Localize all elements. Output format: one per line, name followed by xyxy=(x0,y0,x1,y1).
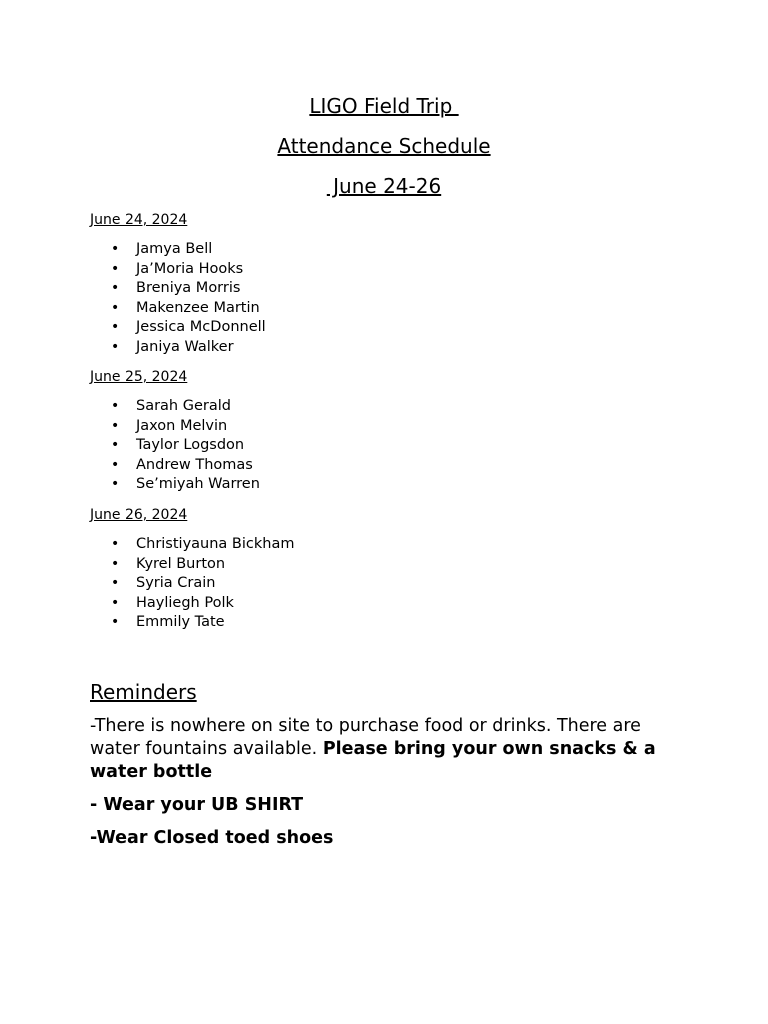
attendee-item: • Jamya Bell xyxy=(90,240,266,260)
attendee-item: • Breniya Morris xyxy=(90,279,266,299)
title-line-3: June 24-26 xyxy=(326,174,442,198)
attendee-item: • Andrew Thomas xyxy=(90,456,260,476)
reminder-food-bold-text: Please bring your own snacks & a water bottle xyxy=(90,739,656,782)
attendee-item: • Makenzee Martin xyxy=(90,299,266,319)
attendee-item: • Se’miyah Warren xyxy=(90,475,260,495)
reminder-shoes-text: -Wear Closed toed shoes xyxy=(90,828,334,848)
attendee-list-june-24 xyxy=(90,240,266,358)
attendee-item: • Christiyauna Bickham xyxy=(90,535,294,555)
date-heading-june-25: June 25, 2024 xyxy=(90,369,188,385)
reminder-food xyxy=(90,715,690,784)
reminder-food-text: -There is nowhere on site to purchase food or drinks. There are water fountains available. xyxy=(90,716,641,759)
attendee-list-june-25 xyxy=(90,397,260,495)
reminder-shoes xyxy=(90,827,690,850)
attendee-item: • Kyrel Burton xyxy=(90,555,294,575)
attendee-item: • Taylor Logsdon xyxy=(90,436,260,456)
title-line-2: Attendance Schedule xyxy=(277,134,491,158)
attendee-item: • Jaxon Melvin xyxy=(90,417,260,437)
attendee-item: • Hayliegh Polk xyxy=(90,594,294,614)
date-heading-june-26: June 26, 2024 xyxy=(90,507,188,523)
attendee-item: • Jessica McDonnell xyxy=(90,318,266,338)
attendee-item: • Sarah Gerald xyxy=(90,397,260,417)
reminder-shirt-text: - Wear your UB SHIRT xyxy=(90,795,304,815)
attendee-item: • Emmily Tate xyxy=(90,613,294,633)
attendee-list-june-26 xyxy=(90,535,294,633)
attendee-item: • Janiya Walker xyxy=(90,338,266,358)
reminders-heading: Reminders xyxy=(90,680,197,704)
date-heading-june-24: June 24, 2024 xyxy=(90,212,188,228)
attendee-item: • Ja’Moria Hooks xyxy=(90,260,266,280)
title-line-1: LIGO Field Trip xyxy=(309,94,459,118)
attendee-item: • Syria Crain xyxy=(90,574,294,594)
reminder-shirt xyxy=(90,794,690,817)
